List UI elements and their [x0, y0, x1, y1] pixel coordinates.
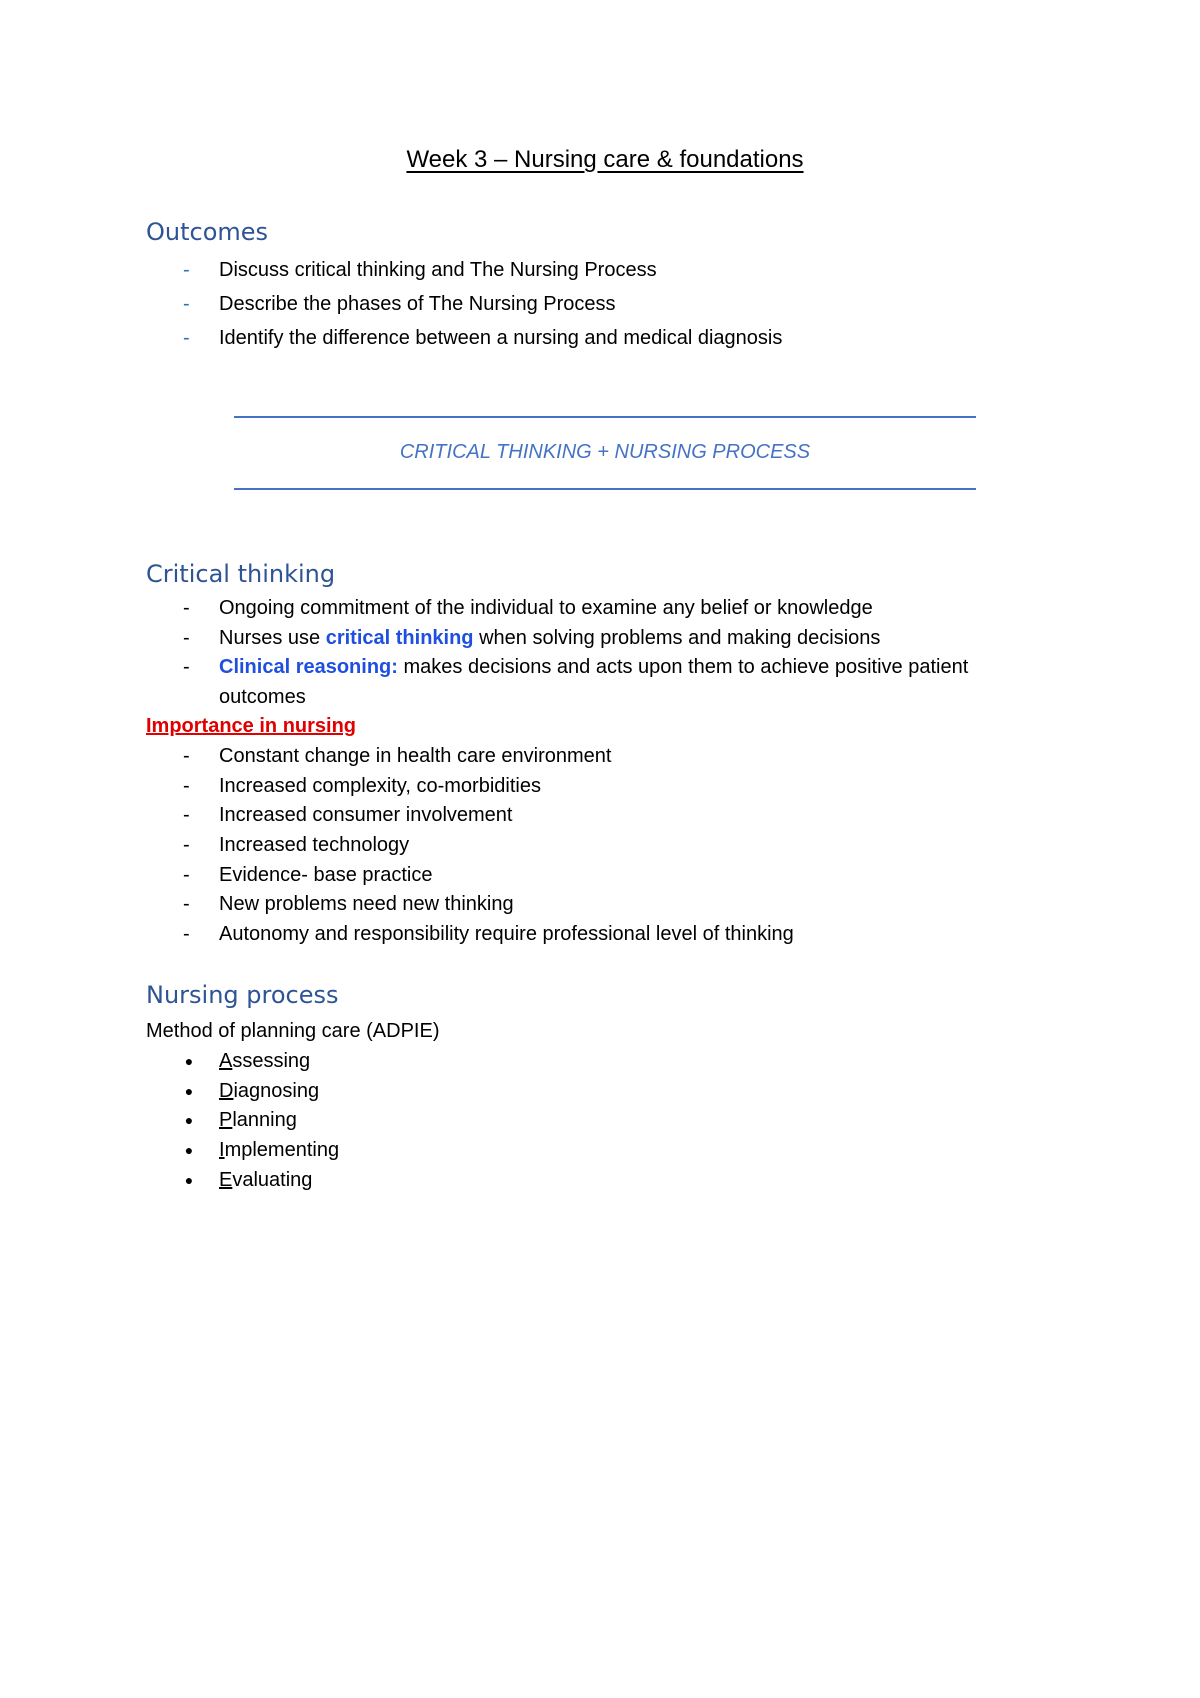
dash-icon: -	[183, 656, 190, 678]
dash-icon: -	[183, 893, 190, 915]
dash-icon: -	[183, 864, 190, 886]
dash-icon: -	[183, 834, 190, 856]
section-banner: CRITICAL THINKING + NURSING PROCESS	[399, 441, 811, 463]
outcomes-heading: Outcomes	[146, 218, 269, 246]
nursing-process-lead: Method of planning care (ADPIE)	[146, 1020, 440, 1042]
highlight-term: critical thinking	[325, 627, 474, 649]
divider	[234, 416, 976, 418]
bullet-icon: ●	[184, 1142, 194, 1158]
highlight-term: Clinical reasoning:	[219, 656, 398, 678]
nursing-process-heading: Nursing process	[146, 981, 339, 1009]
dash-icon: -	[183, 627, 190, 649]
dash-icon: -	[183, 775, 190, 797]
bullet-icon: ●	[184, 1172, 194, 1188]
importance-subheading: Importance in nursing	[146, 715, 357, 737]
dash-icon: -	[183, 259, 190, 281]
divider	[234, 488, 976, 490]
bullet-icon: ●	[184, 1053, 194, 1069]
dash-icon: -	[183, 327, 190, 349]
bullet-icon: ●	[184, 1112, 194, 1128]
page-title: Week 3 – Nursing care & foundations	[406, 146, 804, 173]
dash-icon: -	[183, 745, 190, 767]
dash-icon: -	[183, 597, 190, 619]
dash-icon: -	[183, 923, 190, 945]
dash-icon: -	[183, 293, 190, 315]
critical-thinking-heading: Critical thinking	[146, 560, 336, 588]
dash-icon: -	[183, 804, 190, 826]
bullet-icon: ●	[184, 1083, 194, 1099]
